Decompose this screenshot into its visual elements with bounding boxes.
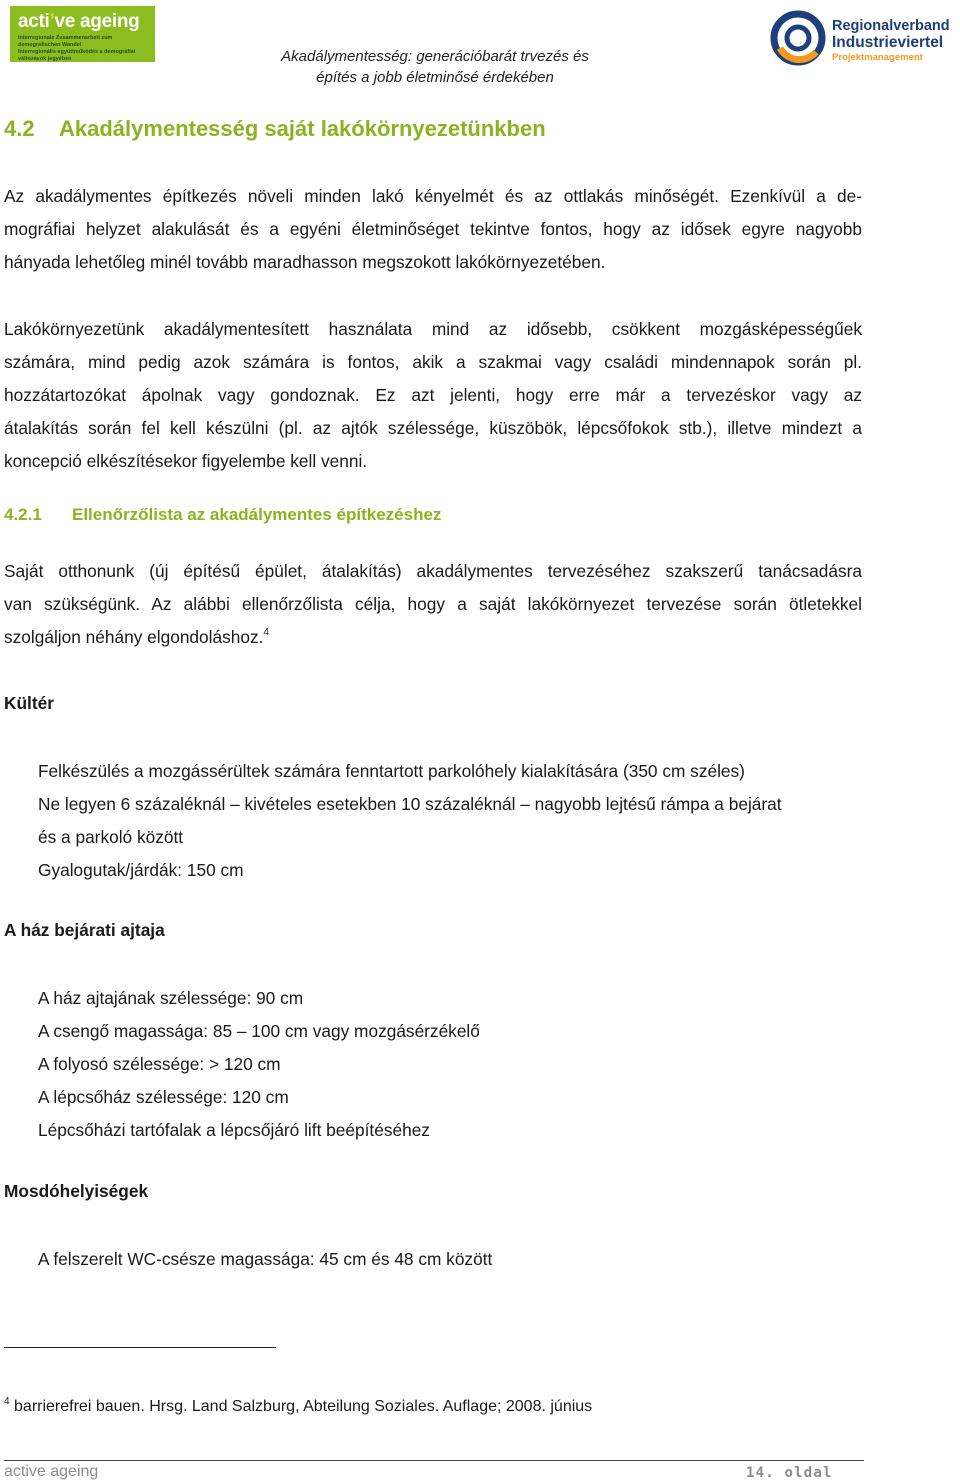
footnote-number: 4 bbox=[4, 1396, 10, 1407]
group-heading-kulter: Kültér bbox=[4, 693, 54, 713]
list-item: Lépcsőházi tartófalak a lépcsőjáró lift beépítéséhez bbox=[38, 1120, 430, 1140]
leaf-icon: ’ bbox=[49, 11, 55, 32]
subsection-heading: 4.2.1 Ellenőrzőlista az akadálymentes építkezéshez bbox=[4, 505, 442, 524]
list-item: és a parkoló között bbox=[38, 827, 184, 847]
footer-divider bbox=[4, 1460, 864, 1461]
footnote-text: barrierefrei bauen. Hrsg. Land Salzburg, Abteilung Soziales. Auflage; 2008. június bbox=[14, 1398, 593, 1415]
list-item: A ház ajtajának szélessége: 90 cm bbox=[38, 988, 304, 1008]
checklist-kulter bbox=[38, 755, 868, 887]
footnote bbox=[4, 1398, 592, 1416]
list-item: A csengő magassága: 85 – 100 cm vagy mozgásérzékelő bbox=[38, 1021, 480, 1041]
group-heading-entrance: A ház bejárati ajtaja bbox=[4, 920, 165, 940]
checklist-bathroom bbox=[38, 1243, 868, 1276]
second-paragraph: Lakókörnyezetünk akadálymentesített használata mind az idősebb, csökkent mozgásképességűek számára, mind pedig azok számára is fontos, akik a szakmai vagy családi mindennapok során pl. hozzátartozókat ápolnak vagy gondoznak. Ez azt jelenti, hogy erre már a tervezéskor vagy az átalakítás során fel kell készülni (pl. az ajtók szélessége, küszöbök, lépcsőfokok stb.), illetve mindezt a koncepció elkészítésekor figyelembe kell venni. bbox=[4, 319, 862, 471]
list-item: Felkészülés a mozgássérültek számára fenntartott parkolóhely kialakítására (350 cm széles) bbox=[38, 761, 745, 781]
list-item: Ne legyen 6 százaléknál – kivételes esetekben 10 százaléknál – nagyobb lejtésű rámpa a bejárat bbox=[38, 794, 782, 814]
section-heading: 4.2 Akadálymentesség saját lakókörnyezetünkben bbox=[4, 116, 546, 141]
footnote-divider bbox=[4, 1347, 276, 1348]
active-ageing-logo: acti’ve ageing Interregionale Zusammenarbeit zum demografischen Wandel Interregionális együttműködés a demográfiai változások jegyében bbox=[10, 6, 155, 62]
list-item: A folyosó szélessége: > 120 cm bbox=[38, 1054, 281, 1074]
page-number: 14. oldal bbox=[746, 1465, 833, 1481]
checklist-entrance bbox=[38, 982, 868, 1147]
header-title: Akadálymentesség: generációbarát trvezés és építés a jobb életminősé érdekében bbox=[281, 48, 589, 86]
checklist-intro-paragraph: Saját otthonunk (új építésű épület, átalakítás) akadálymentes tervezéséhez szakszerű tanácsadásra van szükségünk. Az alábbi ellenőrzőlista célja, hogy a saját lakókörnyezet tervezése során ötletekkel szolgáljon néhány elgondoláshoz.$^4$ bbox=[4, 561, 862, 647]
footnote-reference[interactable]: 4 bbox=[263, 627, 269, 638]
regionalverband-logo: Regionalverband Industrieviertel Projektmanagement bbox=[770, 8, 952, 68]
ring-emblem-icon bbox=[770, 8, 830, 68]
intro-paragraph: Az akadálymentes építkezés növeli minden lakó kényelmét és az ottlakás minőségét. Ezenkívül a de- mográfiai helyzet alakulását és a egyéni életminőséget tekintve fontos, hogy az idősek egyre nagyobb hányada lehetőleg minél tovább maradhasson megszokott lakókörnyezetében. bbox=[4, 186, 862, 272]
list-item: A lépcsőház szélessége: 120 cm bbox=[38, 1087, 289, 1107]
group-heading-bathroom: Mosdóhelyiségek bbox=[4, 1181, 149, 1201]
list-item: Gyalogutak/járdák: 150 cm bbox=[38, 860, 244, 880]
logo-tagline: Interregionale Zusammenarbeit zum demografischen Wandel Interregionális együttműködés a demográfiai változások jegyében bbox=[18, 35, 136, 62]
list-item: A felszerelt WC-csésze magassága: 45 cm és 48 cm között bbox=[38, 1249, 493, 1269]
footer-label: active ageing bbox=[4, 1463, 99, 1480]
